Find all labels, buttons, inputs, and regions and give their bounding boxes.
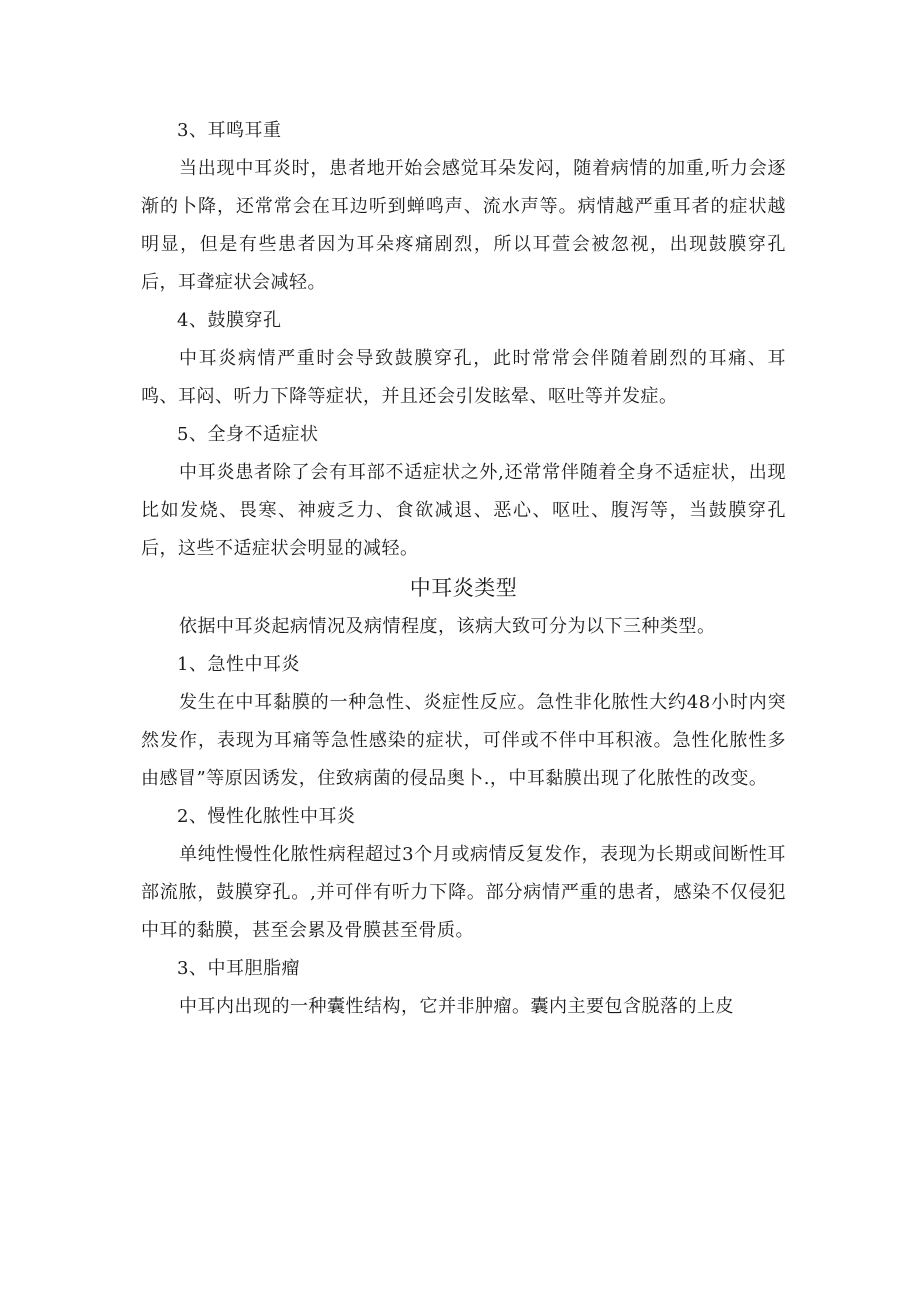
document-body — [141, 112, 786, 1026]
paragraph-eardrum-perforation: 中耳炎病情严重时会导致鼓膜穿孔，此时常常会伴随着剧烈的耳痛、耳鸣、耳闷、听力下降等症状，并且还会引发眩晕、呕吐等并发症。 — [141, 348, 786, 407]
paragraph-types-intro: 依据中耳炎起病情况及病情程度，该病大致可分为以下三种类型。 — [179, 616, 716, 637]
paragraph-acute-otitis: 发生在中耳黏膜的一种急性、炎症性反应。急性非化脓性大约48小时内突然发作，表现为耳痛等急性感染的症状，可伴或不伴中耳积液。急性化脓性多由感冒”等原因诱发，住致病菌的侵品奥卜.，中耳黏膜出现了化脓性的改变。 — [141, 692, 786, 789]
subheading-acute-otitis: 1、急性中耳炎 — [177, 654, 300, 675]
section-title-types: 中耳炎类型 — [409, 576, 518, 600]
paragraph-systemic-symptoms: 中耳炎患者除了会有耳部不适症状之外,还常常伴随着全身不适症状，出现比如发烧、畏寒、神疲乏力、食欲减退、恶心、呕吐、腹泻等，当鼓膜穿孔后，这些不适症状会明显的减轻。 — [141, 462, 786, 559]
subheading-tinnitus: 3、耳鸣耳重 — [177, 120, 282, 141]
subheading-chronic-otitis: 2、慢性化脓性中耳炎 — [177, 806, 356, 827]
subheading-cholesteatoma: 3、中耳胆脂瘤 — [177, 958, 300, 979]
paragraph-chronic-otitis: 单纯性慢性化脓性病程超过3个月或病情反复发作，表现为长期或间断性耳部流脓，鼓膜穿孔。,并可伴有听力下降。部分病情严重的患者，感染不仅侵犯中耳的黏膜，甚至会累及骨膜甚至骨质。 — [141, 844, 786, 941]
paragraph-tinnitus: 当出现中耳炎时，患者地开始会感觉耳朵发闷，随着病情的加重,听力会逐渐的卜降，还常常会在耳边听到蝉鸣声、流水声等。病情越严重耳者的症状越明显，但是有些患者因为耳朵疼痛剧烈，所以耳萱会被忽视，出现鼓膜穿孔后，耳聋症状会减轻。 — [141, 158, 786, 293]
paragraph-cholesteatoma: 中耳内出现的一种囊性结构，它并非肿瘤。囊内主要包含脱落的上皮 — [179, 996, 734, 1017]
subheading-systemic-symptoms: 5、全身不适症状 — [177, 424, 319, 445]
subheading-eardrum-perforation: 4、鼓膜穿孔 — [177, 310, 282, 331]
